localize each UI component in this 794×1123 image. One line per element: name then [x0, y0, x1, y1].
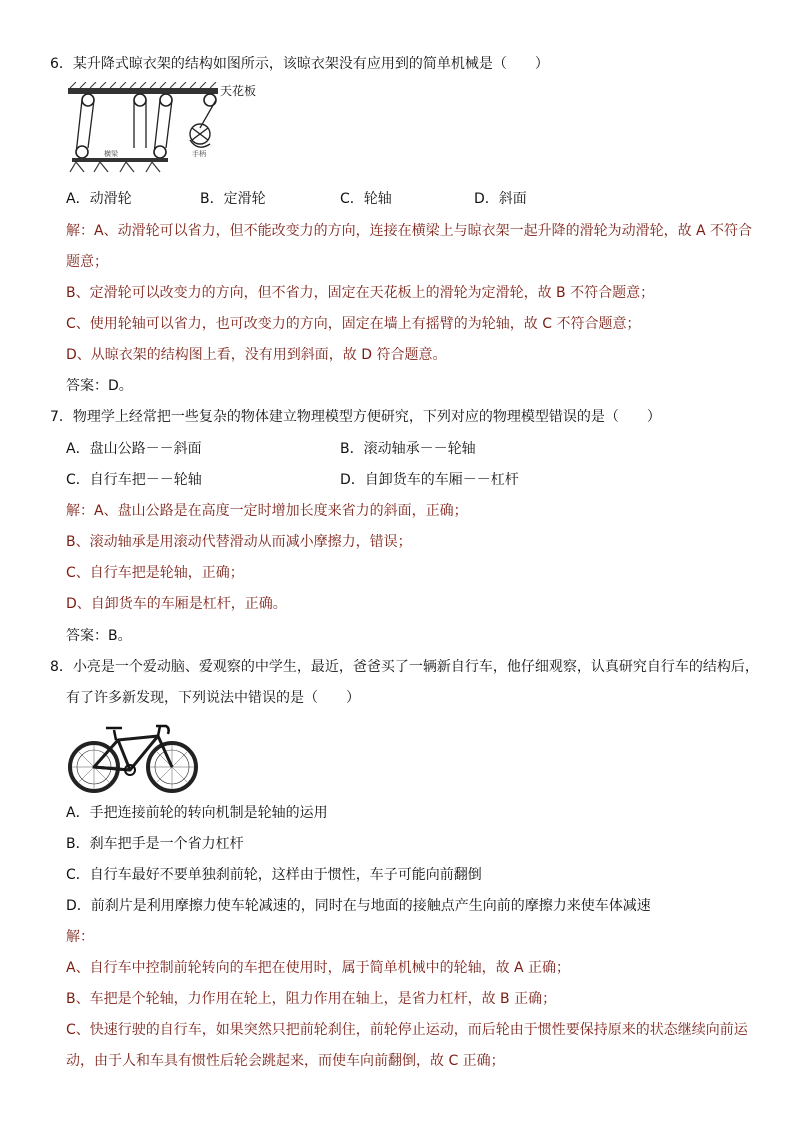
q7-answer: 答案：B。	[66, 628, 132, 644]
q6-solution-1: 解：A、动滑轮可以省力，但不能改变力的方向，连接在横梁上与晾衣架一起升降的滑轮为动滑轮，故 A 不符合	[66, 223, 753, 239]
beam-label: 横梁	[104, 150, 118, 158]
q6-solution-2: 题意；	[66, 254, 108, 270]
q8-option-b: B．刹车把手是一个省力杠杆	[66, 836, 244, 852]
q6-solution-3: B、定滑轮可以改变力的方向，但不省力，固定在天花板上的滑轮为定滑轮，故 B 不符合题意；	[66, 285, 655, 301]
ceiling-hatch	[70, 82, 216, 88]
q7-solution-2: B、滚动轴承是用滚动代替滑动从而减小摩擦力，错误；	[66, 534, 412, 550]
ceiling-label: 天花板	[220, 84, 257, 98]
q6-option-b: B．定滑轮	[200, 191, 266, 207]
q8-option-c: C．自行车最好不要单独刹前轮，这样由于惯性，车子可能向前翻倒	[66, 867, 482, 883]
fixed-pulleys	[82, 94, 216, 106]
q6-option-d: D．斜面	[474, 191, 527, 207]
hangers	[70, 162, 160, 172]
q8-option-a: A．手把连接前轮的转向机制是轮轴的运用	[66, 805, 328, 821]
q6-option-c: C．轮轴	[340, 191, 392, 207]
q6-answer: 答案：D。	[66, 378, 133, 394]
q7-solution-1: 解：A、盘山公路是在高度一定时增加长度来省力的斜面，正确；	[66, 503, 468, 519]
q8-solution-3: C、快速行驶的自行车，如果突然只把前轮刹住，前轮停止运动，而后轮由于惯性要保持原来的状态继续向前运	[66, 1022, 748, 1038]
q8-solution-4: 动，由于人和车具有惯性后轮会跳起来，而使车向前翻倒，故 C 正确；	[66, 1053, 505, 1069]
q7-solution-3: C、自行车把是轮轴，正确；	[66, 565, 244, 581]
q6-option-a: A．动滑轮	[66, 191, 132, 207]
beam	[72, 158, 168, 162]
q8-option-d: D．前刹片是利用摩擦力使车轮减速的，同时在与地面的接触点产生向前的摩擦力来使车体减速	[66, 898, 651, 914]
moving-pulleys	[76, 146, 166, 158]
q7-option-d: D．自卸货车的车厢－－杠杆	[340, 472, 519, 488]
bicycle-image	[66, 712, 202, 794]
q7-option-c: C．自行车把－－轮轴	[66, 472, 202, 488]
q8-solution-2: B、车把是个轮轴，力作用在轮上，阻力作用在轴上，是省力杠杆，故 B 正确；	[66, 991, 557, 1007]
q8-stem-2: 有了许多新发现，下列说法中错误的是（ ）	[66, 690, 360, 706]
q6-stem: 6．某升降式晾衣架的结构如图所示，该晾衣架没有应用到的简单机械是（ ）	[50, 56, 549, 72]
crank-label: 手柄	[192, 150, 206, 158]
ceiling-bar	[68, 88, 218, 94]
q7-stem: 7．物理学上经常把一些复杂的物体建立物理模型方便研究，下列对应的物理模型错误的是（ ）	[50, 409, 661, 425]
q8-stem-1: 8．小亮是一个爱动脑、爱观察的中学生，最近，爸爸买了一辆新自行车，他仔细观察，认真研究自行车的结构后，	[50, 659, 759, 675]
q7-option-a: A．盘山公路－－斜面	[66, 441, 202, 457]
q7-solution-4: D、自卸货车的车厢是杠杆，正确。	[66, 596, 287, 612]
q6-solution-4: C、使用轮轴可以省力，也可改变力的方向，固定在墙上有摇臂的为轮轴，故 C 不符合题意；	[66, 316, 641, 332]
q6-figure	[66, 82, 286, 182]
q8-solution-head: 解：	[66, 929, 94, 945]
q6-solution-5: D、从晾衣架的结构图上看，没有用到斜面，故 D 符合题意。	[66, 347, 447, 363]
q7-option-b: B．滚动轴承－－轮轴	[340, 441, 476, 457]
q8-solution-1: A、自行车中控制前轮转向的车把在使用时，属于简单机械中的轮轴，故 A 正确；	[66, 960, 571, 976]
